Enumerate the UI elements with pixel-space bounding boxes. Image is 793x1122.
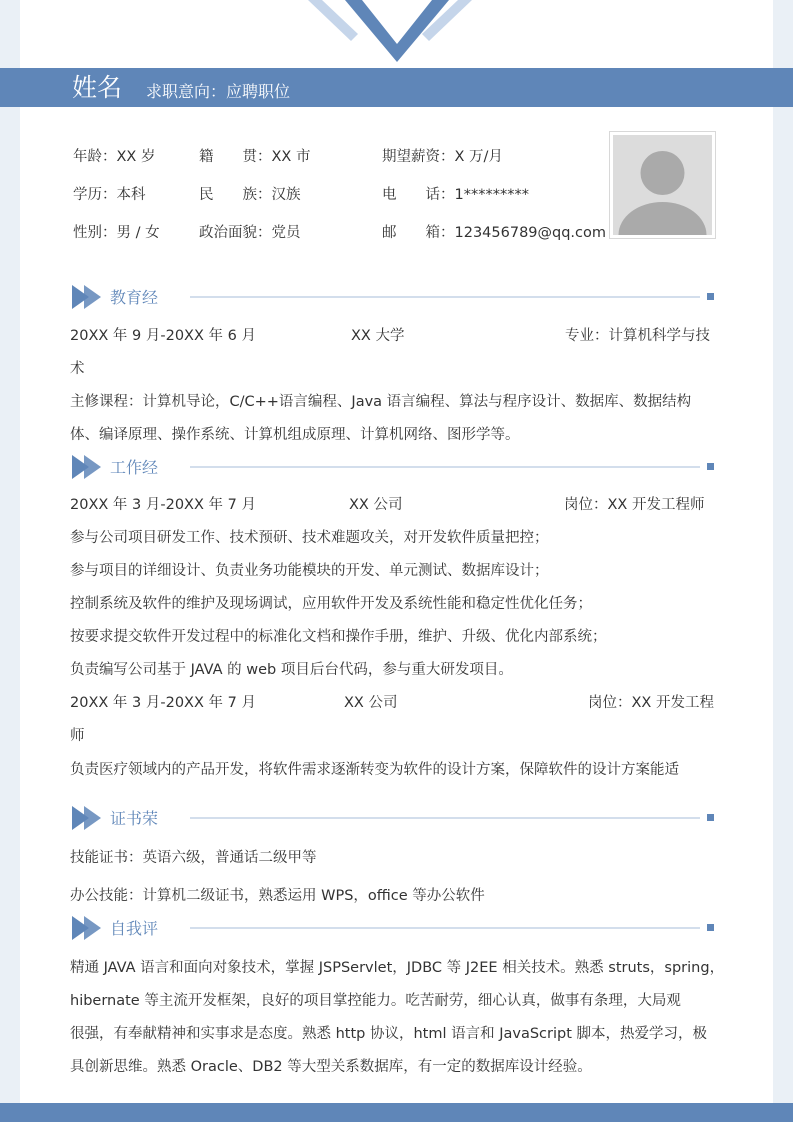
section-title-certs: 证书荣	[110, 809, 159, 828]
edu-courses-line2: 体、编译原理、操作系统、计算机组成原理、计算机网络、图形学等。	[70, 427, 520, 443]
edu-major: 专业：计算机科学与技	[565, 328, 710, 344]
info-phone: 电 话：1*********	[382, 187, 529, 203]
avatar-placeholder-icon	[613, 135, 712, 235]
cert-skills: 技能证书：英语六级，普通话二级甲等	[70, 850, 317, 866]
self-eval-line: hibernate 等主流开发框架，良好的项目掌控能力。吃苦耐劳，细心认真，做事有条理，大局观	[70, 993, 681, 1009]
edu-school: XX 大学	[351, 328, 405, 344]
double-chevron-right-icon	[72, 916, 104, 940]
section-divider	[190, 466, 700, 468]
section-marker	[707, 463, 714, 470]
job1-duty: 参与项目的详细设计、负责业务功能模块的开发、单元测试、数据库设计；	[70, 563, 549, 579]
self-eval-line: 精通 JAVA 语言和面向对象技术，掌握 JSPServlet，JDBC 等 J2EE 相关技术。熟悉 struts，spring，	[70, 960, 725, 976]
section-title-work: 工作经	[110, 458, 159, 477]
edu-major-wrap: 术	[70, 361, 85, 377]
double-chevron-right-icon	[72, 806, 104, 830]
section-title-education: 教育经	[110, 288, 159, 307]
job1-company: XX 公司	[349, 497, 403, 513]
edu-courses-line1: 主修课程：计算机导论，C/C++语言编程、Java 语言编程、算法与程序设计、数据库、数据结构	[70, 394, 692, 410]
job2-period: 20XX 年 3 月-20XX 年 7 月	[70, 695, 256, 711]
job-objective: 求职意向：应聘职位	[146, 82, 291, 101]
double-chevron-right-icon	[72, 455, 104, 479]
job1-duty: 按要求提交软件开发过程中的标准化文档和操作手册，维护、升级、优化内部系统；	[70, 629, 607, 645]
info-political: 政治面貌：党员	[199, 225, 301, 241]
name-title: 姓名	[72, 73, 123, 102]
job2-company: XX 公司	[344, 695, 398, 711]
job2-duty: 负责医疗领域内的产品开发，将软件需求逐渐转变为软件的设计方案，保障软件的设计方案能适	[70, 762, 679, 778]
info-native-place: 籍 贯：XX 市	[199, 149, 311, 165]
info-ethnicity: 民 族：汉族	[199, 187, 301, 203]
info-gender: 性别：男 / 女	[73, 225, 160, 241]
job1-duty: 参与公司项目研发工作、技术预研、技术难题攻关，对开发软件质量把控；	[70, 530, 549, 546]
info-salary: 期望薪资：X 万/月	[382, 149, 503, 165]
job2-position-wrap: 师	[70, 728, 85, 744]
self-eval-line: 很强，有奉献精神和实事求是态度。熟悉 http 协议，html 语言和 JavaScript 脚本，热爱学习，极	[70, 1026, 708, 1042]
profile-photo[interactable]	[609, 131, 716, 239]
job1-period: 20XX 年 3 月-20XX 年 7 月	[70, 497, 256, 513]
info-age: 年龄：XX 岁	[73, 149, 156, 165]
section-marker	[707, 293, 714, 300]
edu-period: 20XX 年 9 月-20XX 年 6 月	[70, 328, 256, 344]
top-chevron-decoration	[300, 0, 480, 65]
section-marker	[707, 814, 714, 821]
info-education: 学历：本科	[73, 187, 146, 203]
section-divider	[190, 296, 700, 298]
double-chevron-right-icon	[72, 285, 104, 309]
job2-position: 岗位：XX 开发工程	[588, 695, 714, 711]
section-marker	[707, 924, 714, 931]
cert-office: 办公技能：计算机二级证书，熟悉运用 WPS，office 等办公软件	[70, 888, 485, 904]
job1-position: 岗位：XX 开发工程师	[564, 497, 705, 513]
footer-bar	[0, 1103, 793, 1122]
job1-duty: 控制系统及软件的维护及现场调试，应用软件开发及系统性能和稳定性优化任务；	[70, 596, 592, 612]
job1-duty: 负责编写公司基于 JAVA 的 web 项目后台代码，参与重大研发项目。	[70, 662, 513, 678]
section-divider	[190, 927, 700, 929]
info-email: 邮 箱：123456789@qq.com	[382, 225, 607, 241]
section-title-self: 自我评	[110, 919, 159, 938]
self-eval-line: 具创新思维。熟悉 Oracle、DB2 等大型关系数据库，有一定的数据库设计经验。	[70, 1059, 592, 1075]
section-divider	[190, 817, 700, 819]
